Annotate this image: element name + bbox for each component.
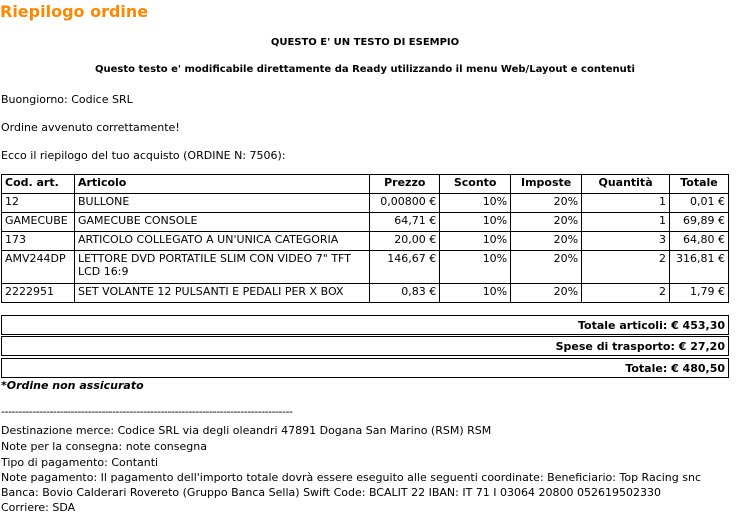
column-header-quantity: Quantità bbox=[582, 175, 670, 194]
cell-total: 316,81 € bbox=[670, 251, 729, 284]
cell-total: 64,80 € bbox=[670, 232, 729, 251]
table-row bbox=[2, 194, 729, 213]
cell-discount: 10% bbox=[440, 284, 511, 303]
cell-quantity: 2 bbox=[582, 251, 670, 284]
column-header-article: Articolo bbox=[74, 175, 369, 194]
grand-total-value: Totale: € 480,50 bbox=[2, 359, 729, 378]
cell-code: AMV244DP bbox=[2, 251, 75, 284]
grand-total-table bbox=[1, 358, 729, 378]
cell-tax: 20% bbox=[511, 194, 582, 213]
cell-tax: 20% bbox=[511, 213, 582, 232]
cell-price: 64,71 € bbox=[370, 213, 440, 232]
cell-article: LETTORE DVD PORTATILE SLIM CON VIDEO 7" TFT LCD 16:9 bbox=[74, 251, 369, 284]
column-header-price: Prezzo bbox=[370, 175, 440, 194]
shipping-value: Spese di trasporto: € 27,20 bbox=[2, 337, 729, 356]
table-row bbox=[2, 251, 729, 284]
column-header-tax: Imposte bbox=[511, 175, 582, 194]
cell-article: BULLONE bbox=[74, 194, 369, 213]
cell-tax: 20% bbox=[511, 251, 582, 284]
cell-total: 0,01 € bbox=[670, 194, 729, 213]
cell-discount: 10% bbox=[440, 194, 511, 213]
grand-total-row bbox=[2, 359, 729, 378]
cell-discount: 10% bbox=[440, 251, 511, 284]
cell-quantity: 1 bbox=[582, 213, 670, 232]
page-title: Riepilogo ordine bbox=[0, 2, 149, 21]
cell-price: 0,00800 € bbox=[370, 194, 440, 213]
payment-type-text: Tipo di pagamento: Contanti bbox=[1, 456, 159, 469]
cell-quantity: 3 bbox=[582, 232, 670, 251]
delivery-notes-text: Note per la consegna: note consegna bbox=[1, 440, 207, 453]
cell-price: 146,67 € bbox=[370, 251, 440, 284]
total-articles-value: Totale articoli: € 453,30 bbox=[2, 316, 729, 335]
cell-discount: 10% bbox=[440, 232, 511, 251]
table-row bbox=[2, 284, 729, 303]
shipping-table bbox=[1, 336, 729, 356]
cell-article: ARTICOLO COLLEGATO A UN'UNICA CATEGORIA bbox=[74, 232, 369, 251]
separator-line: ------------------------------------------------------------------------------------ bbox=[1, 405, 293, 418]
confirmation-text: Ordine avvenuto correttamente! bbox=[1, 121, 180, 134]
carrier-text: Corriere: SDA bbox=[1, 501, 76, 514]
cell-tax: 20% bbox=[511, 284, 582, 303]
cell-quantity: 1 bbox=[582, 194, 670, 213]
cell-total: 69,89 € bbox=[670, 213, 729, 232]
cell-code: 2222951 bbox=[2, 284, 75, 303]
summary-intro-text: Ecco il riepilogo del tuo acquisto (ORDINE N: 7506): bbox=[1, 149, 286, 162]
cell-article: GAMECUBE CONSOLE bbox=[74, 213, 369, 232]
not-insured-note: *Ordine non assicurato bbox=[1, 379, 144, 392]
table-row bbox=[2, 213, 729, 232]
totals-table bbox=[1, 315, 729, 335]
cell-total: 1,79 € bbox=[670, 284, 729, 303]
column-header-total: Totale bbox=[670, 175, 729, 194]
bank-text: Banca: Bovio Calderari Rovereto (Gruppo Banca Sella) Swift Code: BCALIT 22 IBAN: IT 71 I 03064 20800 052619502330 bbox=[1, 486, 661, 499]
greeting-text: Buongiorno: Codice SRL bbox=[1, 93, 133, 106]
destination-text: Destinazione merce: Codice SRL via degli oleandri 47891 Dogana San Marino (RSM) RSM bbox=[1, 424, 492, 437]
shipping-row bbox=[2, 337, 729, 356]
sample-heading: QUESTO E' UN TESTO DI ESEMPIO bbox=[270, 37, 460, 48]
table-header-row bbox=[2, 175, 729, 194]
table-row bbox=[2, 232, 729, 251]
cell-price: 0,83 € bbox=[370, 284, 440, 303]
total-articles-row bbox=[2, 316, 729, 335]
cell-code: 173 bbox=[2, 232, 75, 251]
cell-quantity: 2 bbox=[582, 284, 670, 303]
column-header-code: Cod. art. bbox=[2, 175, 75, 194]
order-table bbox=[1, 174, 729, 303]
cell-price: 20,00 € bbox=[370, 232, 440, 251]
cell-tax: 20% bbox=[511, 232, 582, 251]
cell-code: GAMECUBE bbox=[2, 213, 75, 232]
cell-article: SET VOLANTE 12 PULSANTI E PEDALI PER X BOX bbox=[74, 284, 369, 303]
cell-discount: 10% bbox=[440, 213, 511, 232]
sample-subheading: Questo testo e' modificabile direttamente da Ready utilizzando il menu Web/Layout e contenuti bbox=[95, 64, 635, 75]
column-header-discount: Sconto bbox=[440, 175, 511, 194]
cell-code: 12 bbox=[2, 194, 75, 213]
payment-notes-text: Note pagamento: Il pagamento dell'importo totale dovrà essere eseguito alle seguenti coordinate: Beneficiario: Top Racing snc bbox=[1, 471, 701, 484]
